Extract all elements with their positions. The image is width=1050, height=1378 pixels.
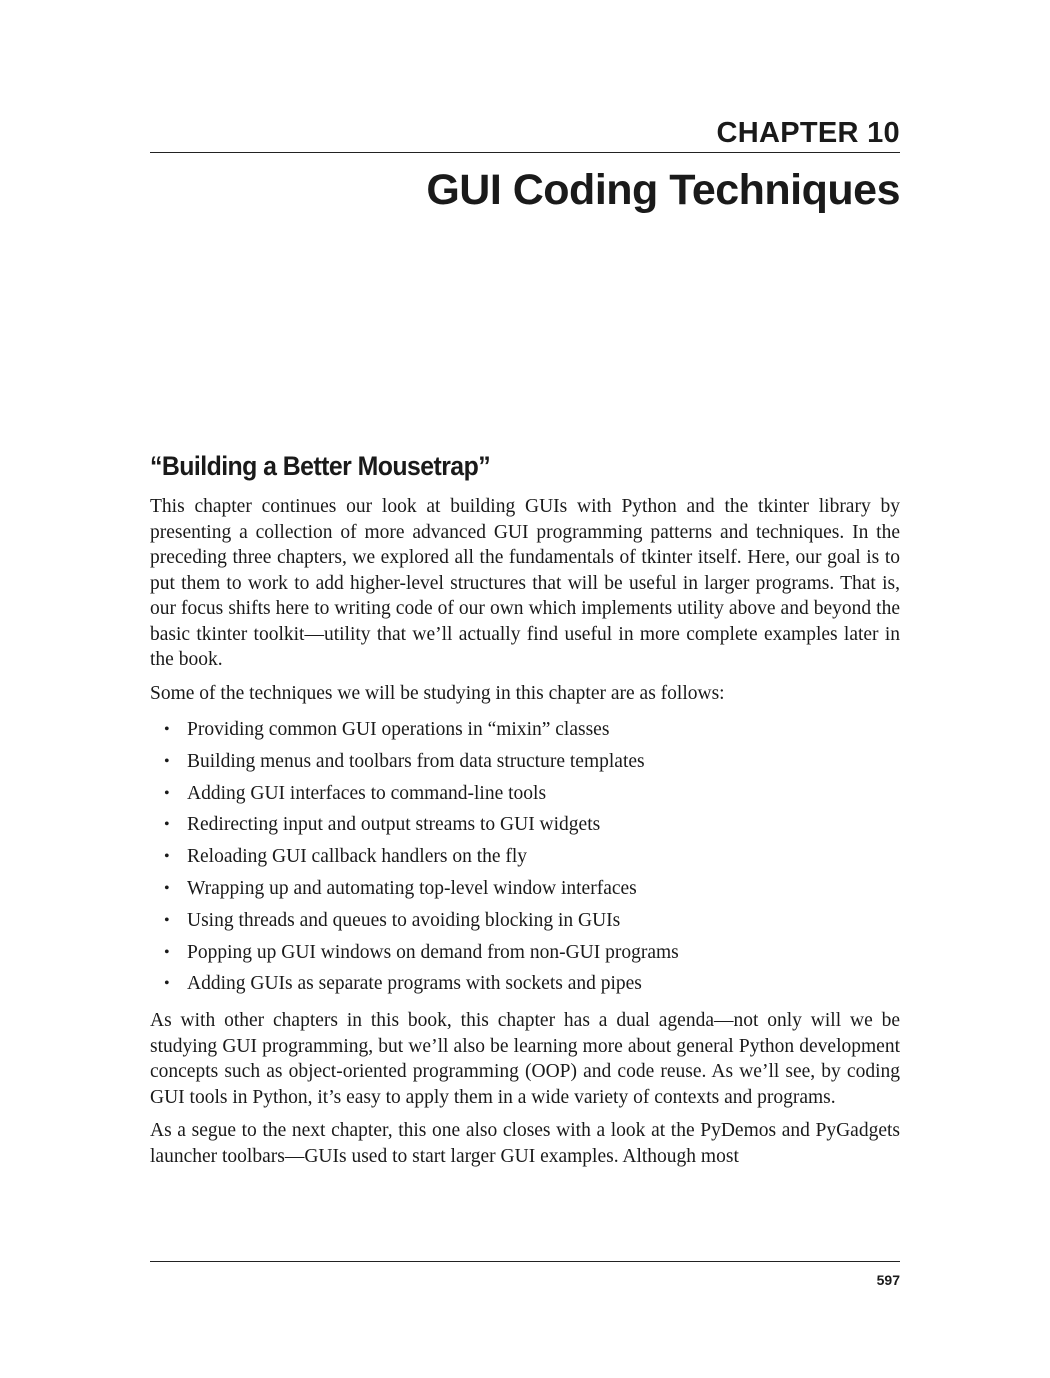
list-item-text: Using threads and queues to avoiding blocking in GUIs bbox=[187, 909, 621, 931]
list-item bbox=[150, 968, 900, 1000]
list-item bbox=[150, 746, 900, 778]
bullet-icon: • bbox=[164, 943, 170, 961]
list-item bbox=[150, 714, 900, 746]
agenda-paragraph: As with other chapters in this book, this chapter has a dual agenda—not only will we be studying GUI programming, but we’ll also be learning more about general Python development concepts such as object-oriented programming (OOP) and code reuse. As we’ll see, by coding GUI tools in Python, it’s easy to apply them in a wide variety of contexts and programs. bbox=[150, 1010, 900, 1108]
page-number: 597 bbox=[876, 1272, 900, 1288]
techniques-list bbox=[150, 714, 900, 1000]
list-item bbox=[150, 809, 900, 841]
bullet-icon: • bbox=[164, 975, 170, 993]
chapter-label: CHAPTER 10 bbox=[716, 117, 900, 149]
chapter-title: GUI Coding Techniques bbox=[426, 166, 900, 214]
list-item-text: Providing common GUI operations in “mixin” classes bbox=[187, 719, 610, 740]
bullet-icon: • bbox=[164, 721, 170, 738]
chapter-divider bbox=[150, 152, 900, 153]
list-item bbox=[150, 937, 900, 969]
list-item bbox=[150, 778, 900, 810]
list-item bbox=[150, 905, 900, 937]
segue-paragraph: As a segue to the next chapter, this one also closes with a look at the PyDemos and PyGadgets launcher toolbars—GUIs used to start larger GUI examples. Although most bbox=[150, 1120, 900, 1167]
list-item-text: Adding GUI interfaces to command-line tools bbox=[187, 782, 547, 804]
bullet-icon: • bbox=[164, 752, 170, 770]
bullet-icon: • bbox=[164, 784, 170, 802]
list-item-text: Adding GUIs as separate programs with sockets and pipes bbox=[187, 973, 642, 995]
list-item bbox=[150, 841, 900, 873]
list-item-text: Popping up GUI windows on demand from non-GUI programs bbox=[187, 941, 679, 963]
list-intro-paragraph: Some of the techniques we will be studying in this chapter are as follows: bbox=[150, 682, 725, 704]
list-item bbox=[150, 873, 900, 905]
bullet-icon: • bbox=[164, 879, 170, 897]
footer-divider bbox=[150, 1261, 900, 1262]
list-item-text: Reloading GUI callback handlers on the fly bbox=[187, 846, 528, 868]
section-heading: “Building a Better Mousetrap” bbox=[150, 451, 491, 481]
bullet-icon: • bbox=[164, 816, 170, 834]
bullet-icon: • bbox=[164, 911, 170, 929]
bullet-icon: • bbox=[164, 848, 170, 866]
book-page bbox=[150, 0, 900, 1378]
list-item-text: Wrapping up and automating top-level window interfaces bbox=[187, 877, 637, 899]
body-text bbox=[150, 494, 900, 1177]
list-item-text: Building menus and toolbars from data structure templates bbox=[187, 750, 645, 772]
intro-paragraph: This chapter continues our look at building GUIs with Python and the tkinter library by presenting a collection of more advanced GUI programming patterns and techniques. In the preceding three chapters, we explored all the fundamentals of tkinter itself. Here, our goal is to put them to work to add higher-level structures that will be useful in larger programs. That is, our focus shifts here to writing code of our own which implements utility above and beyond the basic tkinter toolkit—utility that we’ll actually find useful in more complete examples later in the book. bbox=[150, 496, 900, 670]
list-item-text: Redirecting input and output streams to GUI widgets bbox=[187, 814, 601, 836]
